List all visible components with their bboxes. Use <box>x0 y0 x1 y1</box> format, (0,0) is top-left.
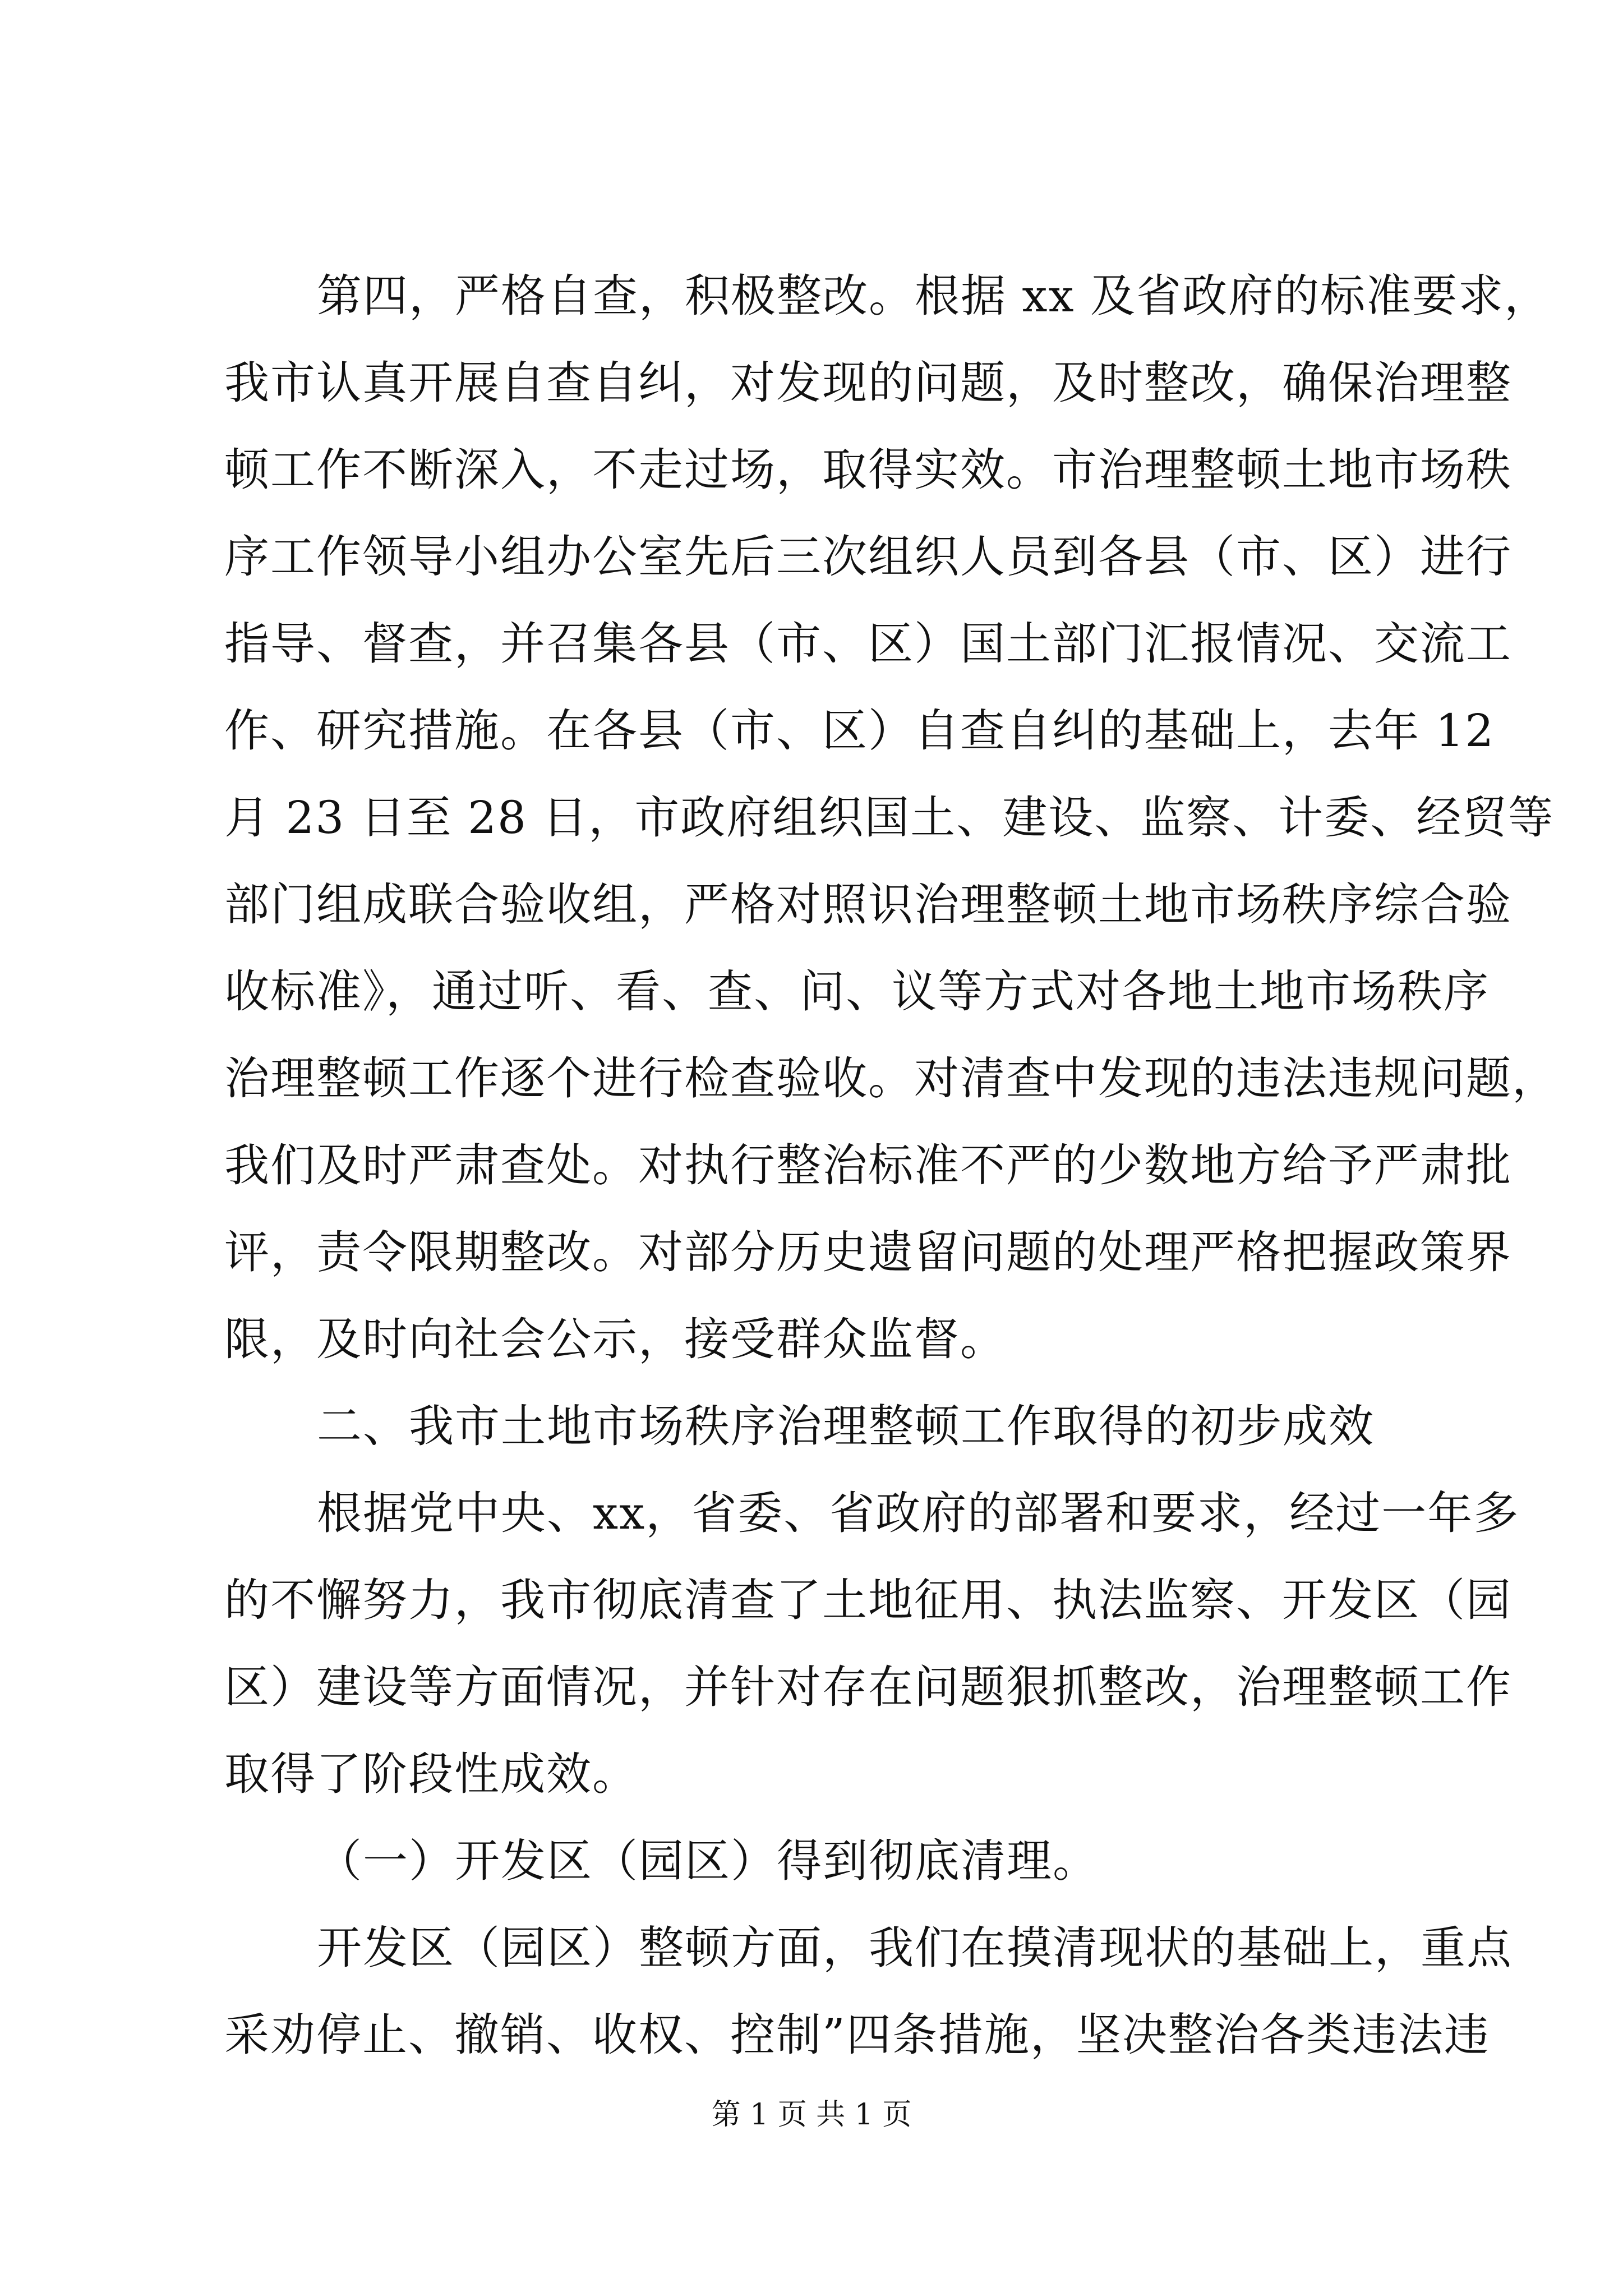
paragraph-line: 指导、督查，并召集各县（市、区）国土部门汇报情况、交流工 <box>224 618 1512 670</box>
paragraph-line: 月 23 日至 28 日，市政府组织国土、建设、监察、计委、经贸等 <box>224 792 1555 844</box>
paragraph-line: 评，责令限期整改。对部分历史遗留问题的处理严格把握政策界 <box>224 1226 1512 1278</box>
paragraph-line: 开发区（园区）整顿方面，我们在摸清现状的基础上，重点 <box>317 1922 1513 1974</box>
paragraph-line: 治理整顿工作逐个进行检查验收。对清查中发现的违法违规问题， <box>224 1052 1558 1105</box>
paragraph-line: 采劝停止、撤销、收权、控制”四条措施，坚决整治各类违法违 <box>224 2009 1490 2061</box>
paragraph-line: 我们及时严肃查处。对执行整治标准不严的少数地方给予严肃批 <box>224 1139 1512 1191</box>
page-footer: 第 1 页 共 1 页 <box>711 2098 912 2132</box>
paragraph-line: 第四，严格自查，积极整改。根据 xx 及省政府的标准要求， <box>317 270 1551 322</box>
paragraph-line: 序工作领导小组办公室先后三次组织人员到各县（市、区）进行 <box>224 531 1512 583</box>
section-heading: 二、我市土地市场秩序治理整顿工作取得的初步成效 <box>317 1400 1375 1452</box>
paragraph-line: 部门组成联合验收组，严格对照识治理整顿土地市场秩序综合验 <box>224 878 1512 931</box>
document-body <box>224 252 1558 2078</box>
subsection-heading: （一）开发区（园区）得到彻底清理。 <box>317 1835 1099 1887</box>
paragraph-line: 取得了阶段性成效。 <box>224 1748 638 1800</box>
paragraph-line: 的不懈努力，我市彻底清查了土地征用、执法监察、开发区（园 <box>224 1574 1512 1626</box>
paragraph-line: 限，及时向社会公示，接受群众监督。 <box>224 1313 1006 1365</box>
paragraph-line: 区）建设等方面情况，并针对存在问题狠抓整改，治理整顿工作 <box>224 1661 1512 1713</box>
paragraph-line: 我市认真开展自查自纠，对发现的问题，及时整改，确保治理整 <box>224 357 1512 409</box>
paragraph-line: 顿工作不断深入，不走过场，取得实效。市治理整顿土地市场秩 <box>224 444 1512 496</box>
paragraph-line: 根据党中央、xx，省委、省政府的部署和要求，经过一年多 <box>317 1487 1520 1539</box>
paragraph-line: 收标准》，通过听、看、查、问、议等方式对各地土地市场秩序 <box>224 965 1490 1018</box>
paragraph-line: 作、研究措施。在各县（市、区）自查自纠的基础上，去年 12 <box>224 705 1495 757</box>
